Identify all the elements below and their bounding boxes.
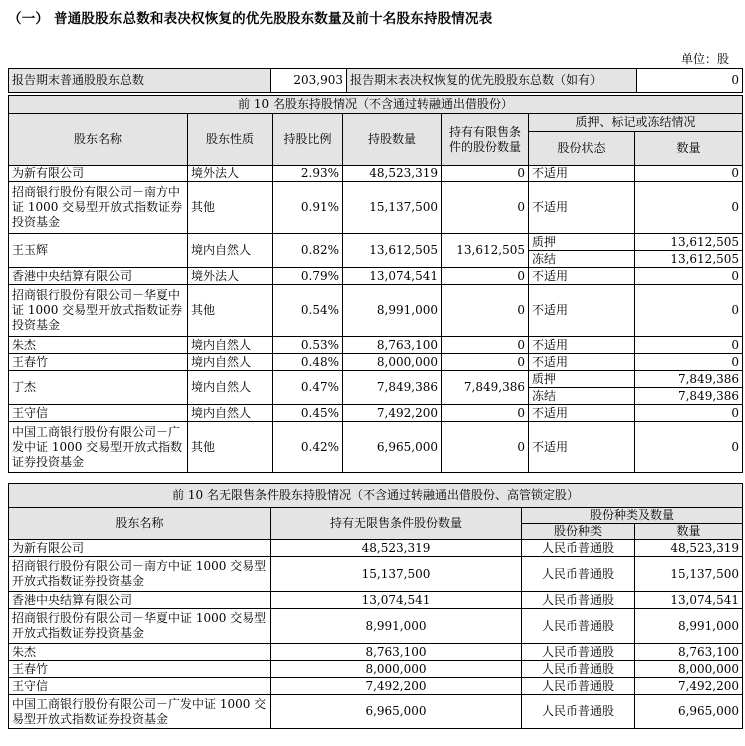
cell-status: 质押 (529, 234, 635, 251)
cell-status: 不适用 (529, 354, 635, 371)
cell-num: 13,074,541 (635, 592, 743, 609)
cell-status: 质押 (529, 371, 635, 388)
cell-pledge-qty: 13,612,505 (635, 251, 743, 268)
table-row (9, 557, 743, 592)
cell-name: 王春竹 (9, 354, 188, 371)
cell-name: 丁杰 (9, 371, 188, 405)
cell-kind: 人民币普通股 (522, 695, 635, 729)
top10-section-title: 前 10 名股东持股情况（不含通过转融通出借股份） (9, 96, 743, 114)
summary-table (8, 68, 743, 93)
cell-kind: 人民币普通股 (522, 661, 635, 678)
cell-qty: 8,763,100 (271, 644, 522, 661)
table-row (9, 166, 743, 182)
cell-qty: 48,523,319 (343, 166, 442, 182)
header-restricted: 持有有限售条件的股份数量 (442, 114, 529, 166)
table-row (9, 661, 743, 678)
cell-ratio: 0.48% (273, 354, 343, 371)
header-share-num: 数量 (635, 524, 743, 540)
cell-name: 朱杰 (9, 644, 271, 661)
summary-label-common-holders: 报告期末普通股股东总数 (9, 69, 271, 93)
table-row (9, 268, 743, 285)
cell-name: 王守信 (9, 405, 188, 422)
cell-ratio: 0.79% (273, 268, 343, 285)
header-ratio: 持股比例 (273, 114, 343, 166)
summary-value-preferred-holders: 0 (637, 69, 743, 93)
summary-label-preferred-holders: 报告期末表决权恢复的优先股股东总数（如有） (347, 69, 637, 93)
header-pledge-group: 质押、标记或冻结情况 (529, 114, 743, 132)
cell-ratio: 0.53% (273, 337, 343, 354)
header-share-kind: 股份种类 (522, 524, 635, 540)
cell-ratio: 0.47% (273, 371, 343, 405)
table-row (9, 678, 743, 695)
cell-num: 8,763,100 (635, 644, 743, 661)
cell-qty: 7,849,386 (343, 371, 442, 405)
unit-label: 单位：股 (680, 52, 729, 66)
cell-name: 王玉辉 (9, 234, 188, 268)
cell-restricted: 0 (442, 268, 529, 285)
cell-restricted: 0 (442, 405, 529, 422)
cell-restricted: 0 (442, 182, 529, 234)
cell-nature: 境内自然人 (188, 371, 273, 405)
cell-pledge-qty: 0 (635, 422, 743, 473)
cell-qty: 8,763,100 (343, 337, 442, 354)
cell-num: 48,523,319 (635, 540, 743, 557)
table-row (9, 285, 743, 337)
cell-qty: 8,991,000 (343, 285, 442, 337)
cell-restricted: 0 (442, 337, 529, 354)
cell-restricted: 0 (442, 354, 529, 371)
cell-pledge-qty: 0 (635, 268, 743, 285)
cell-pledge-qty: 7,849,386 (635, 388, 743, 405)
cell-status: 不适用 (529, 268, 635, 285)
table-row (9, 337, 743, 354)
cell-nature: 其他 (188, 422, 273, 473)
header-name: 股东名称 (9, 508, 271, 540)
cell-kind: 人民币普通股 (522, 540, 635, 557)
cell-status: 不适用 (529, 166, 635, 182)
table-row (9, 405, 743, 422)
cell-nature: 境外法人 (188, 166, 273, 182)
cell-pledge-qty: 13,612,505 (635, 234, 743, 251)
cell-pledge-qty: 0 (635, 337, 743, 354)
cell-status: 冻结 (529, 388, 635, 405)
cell-restricted: 0 (442, 166, 529, 182)
cell-qty: 7,492,200 (343, 405, 442, 422)
cell-ratio: 2.93% (273, 166, 343, 182)
unrestricted-section-title: 前 10 名无限售条件股东持股情况（不含通过转融通出借股份、高管锁定股） (9, 484, 743, 508)
cell-kind: 人民币普通股 (522, 557, 635, 592)
cell-pledge-qty: 7,849,386 (635, 371, 743, 388)
cell-qty: 8,000,000 (343, 354, 442, 371)
cell-nature: 境内自然人 (188, 405, 273, 422)
cell-nature: 境外法人 (188, 268, 273, 285)
table-row (9, 182, 743, 234)
cell-status: 冻结 (529, 251, 635, 268)
cell-pledge-qty: 0 (635, 354, 743, 371)
cell-status: 不适用 (529, 405, 635, 422)
header-qty: 持股数量 (343, 114, 442, 166)
cell-nature: 境内自然人 (188, 337, 273, 354)
cell-pledge-qty: 0 (635, 182, 743, 234)
cell-restricted: 13,612,505 (442, 234, 529, 268)
table-row (9, 609, 743, 644)
cell-qty: 48,523,319 (271, 540, 522, 557)
table-row (9, 234, 743, 251)
cell-nature: 境内自然人 (188, 234, 273, 268)
cell-restricted: 0 (442, 285, 529, 337)
cell-qty: 8,000,000 (271, 661, 522, 678)
cell-nature: 境内自然人 (188, 354, 273, 371)
header-share-type-group: 股份种类及数量 (522, 508, 743, 524)
header-name: 股东名称 (9, 114, 188, 166)
cell-qty: 13,612,505 (343, 234, 442, 268)
table-row (9, 422, 743, 473)
cell-num: 8,000,000 (635, 661, 743, 678)
cell-qty: 7,492,200 (271, 678, 522, 695)
cell-nature: 其他 (188, 285, 273, 337)
cell-name: 朱杰 (9, 337, 188, 354)
cell-num: 7,492,200 (635, 678, 743, 695)
cell-name: 香港中央结算有限公司 (9, 592, 271, 609)
cell-name: 王守信 (9, 678, 271, 695)
cell-name: 中国工商银行股份有限公司－广发中证 1000 交易型开放式指数证券投资基金 (9, 695, 271, 729)
header-pledge-qty: 数量 (635, 132, 743, 166)
header-pledge-status: 股份状态 (529, 132, 635, 166)
cell-kind: 人民币普通股 (522, 592, 635, 609)
header-nature: 股东性质 (188, 114, 273, 166)
cell-kind: 人民币普通股 (522, 609, 635, 644)
cell-name: 为新有限公司 (9, 540, 271, 557)
cell-name: 招商银行股份有限公司－华夏中证 1000 交易型开放式指数证券投资基金 (9, 285, 188, 337)
cell-name: 为新有限公司 (9, 166, 188, 182)
cell-qty: 13,074,541 (343, 268, 442, 285)
cell-name: 招商银行股份有限公司－南方中证 1000 交易型开放式指数证券投资基金 (9, 557, 271, 592)
table-row (9, 644, 743, 661)
cell-ratio: 0.42% (273, 422, 343, 473)
top10-table (8, 95, 743, 473)
header-unrestricted-qty: 持有无限售条件股份数量 (271, 508, 522, 540)
table-row (9, 540, 743, 557)
cell-status: 不适用 (529, 422, 635, 473)
cell-ratio: 0.45% (273, 405, 343, 422)
cell-name: 王春竹 (9, 661, 271, 678)
cell-status: 不适用 (529, 285, 635, 337)
cell-qty: 8,991,000 (271, 609, 522, 644)
cell-pledge-qty: 0 (635, 166, 743, 182)
cell-name: 招商银行股份有限公司－华夏中证 1000 交易型开放式指数证券投资基金 (9, 609, 271, 644)
cell-ratio: 0.82% (273, 234, 343, 268)
cell-qty: 6,965,000 (271, 695, 522, 729)
cell-name: 招商银行股份有限公司－南方中证 1000 交易型开放式指数证券投资基金 (9, 182, 188, 234)
table-row (9, 592, 743, 609)
section-title: （一） 普通股股东总数和表决权恢复的优先股股东数量及前十名股东持股情况表 (8, 11, 493, 27)
cell-nature: 其他 (188, 182, 273, 234)
cell-num: 8,991,000 (635, 609, 743, 644)
cell-kind: 人民币普通股 (522, 644, 635, 661)
cell-status: 不适用 (529, 337, 635, 354)
cell-restricted: 7,849,386 (442, 371, 529, 405)
cell-pledge-qty: 0 (635, 285, 743, 337)
cell-num: 6,965,000 (635, 695, 743, 729)
cell-ratio: 0.54% (273, 285, 343, 337)
table-row (9, 354, 743, 371)
cell-status: 不适用 (529, 182, 635, 234)
cell-qty: 13,074,541 (271, 592, 522, 609)
summary-value-common-holders: 203,903 (271, 69, 347, 93)
cell-qty: 6,965,000 (343, 422, 442, 473)
cell-restricted: 0 (442, 422, 529, 473)
cell-qty: 15,137,500 (271, 557, 522, 592)
cell-name: 香港中央结算有限公司 (9, 268, 188, 285)
table-row (9, 371, 743, 388)
cell-kind: 人民币普通股 (522, 678, 635, 695)
cell-pledge-qty: 0 (635, 405, 743, 422)
cell-qty: 15,137,500 (343, 182, 442, 234)
cell-num: 15,137,500 (635, 557, 743, 592)
table-row (9, 695, 743, 729)
unrestricted-table (8, 483, 743, 729)
cell-ratio: 0.91% (273, 182, 343, 234)
cell-name: 中国工商银行股份有限公司－广发中证 1000 交易型开放式指数证券投资基金 (9, 422, 188, 473)
